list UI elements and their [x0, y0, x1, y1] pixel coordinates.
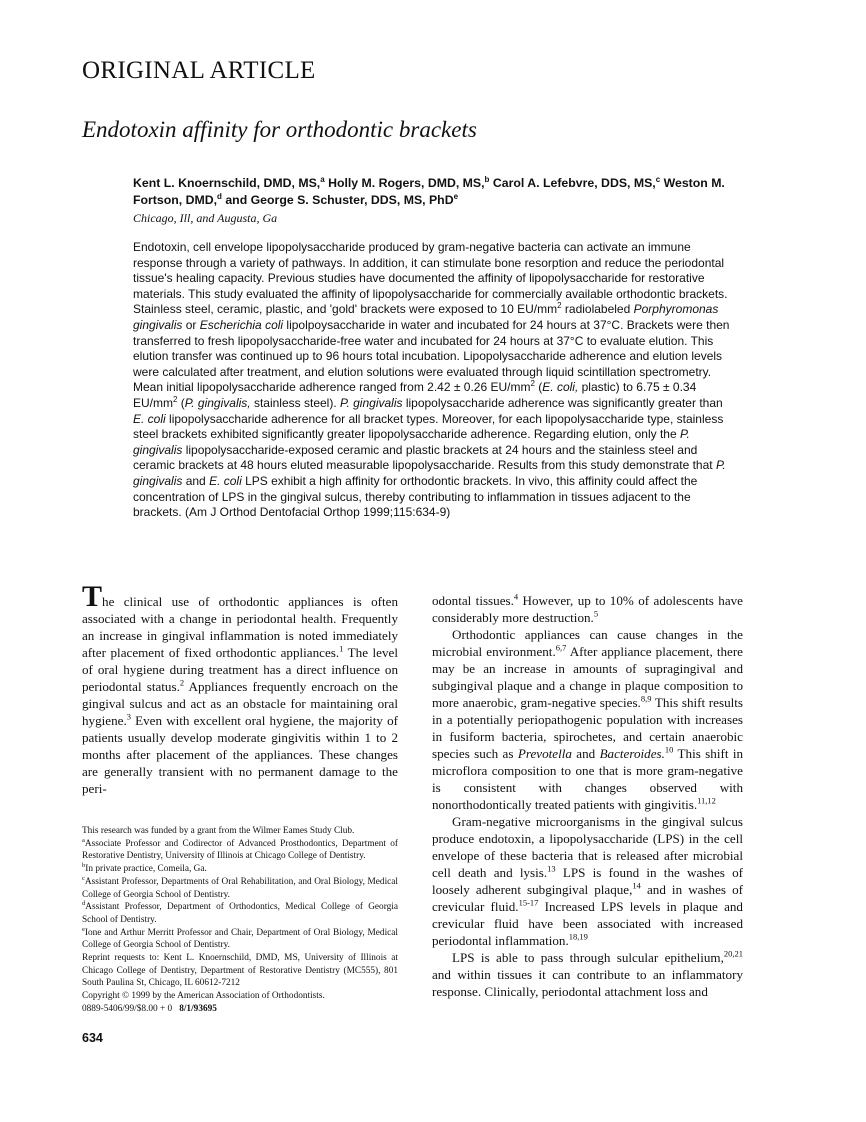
abstract-text: Endotoxin, cell envelope lipopolysaccharide produced by gram-negative bacteria can activate an immune response through a variety of pathways. In addition, it can stimulate bone resorption and reduce the periodontal tissue's healing capacity. Previous studies have documented the affinity of lipopolysaccharide for restorative materials. This study evaluated the affinity of lipopolysaccharide for commercially available orthodontic brackets. Stainless steel, ceramic, plastic, and 'gold' brackets were exposed to 10 EU/mm — [133, 240, 728, 317]
affiliation-mark: b — [484, 174, 490, 184]
abstract-text: ( — [177, 395, 185, 410]
affiliation-mark: e — [82, 925, 85, 933]
species-name: P. gingivalis — [133, 458, 726, 488]
species-name: Escherichia coli — [199, 317, 284, 332]
body-right-column — [432, 592, 743, 1000]
affiliation-note — [82, 863, 398, 876]
species-name: P. gingivalis — [133, 427, 690, 457]
body-text: Increased LPS levels in plaque and crevicular fluid have been associated with increased periodontal inflammation. — [432, 899, 743, 948]
author: Holly M. Rogers, DMD, MS, — [328, 176, 485, 190]
abstract-text: radiolabeled — [561, 302, 634, 317]
author: Carol A. Lefebvre, DDS, MS, — [492, 176, 656, 190]
article-title: Endotoxin affinity for orthodontic brackets — [82, 117, 477, 142]
affiliation-mark: b — [82, 862, 86, 870]
body-text: he clinical use of orthodontic appliances is often associated with a change in periodontal health. Frequently an increase in gingival inflammation is noted immediately after placement of fixed orthodontic appliances. — [82, 594, 398, 660]
author: and George S. Schuster, DDS, MS, PhD — [225, 193, 454, 207]
article-code — [82, 1003, 398, 1016]
author-location: Chicago, Ill, and Augusta, Ga — [133, 211, 278, 225]
issn-code: 0889-5406/99/$8.00 + 0 — [82, 1003, 173, 1014]
citation: 3 — [126, 711, 131, 722]
citation: 13 — [547, 863, 556, 874]
body-paragraph — [432, 592, 743, 626]
body-text: This shift in microflora composition to one that is more gram-negative is consistent with changes observed with nonorthodontically treated patients with gingivitis. — [432, 746, 744, 812]
abstract-text: lipopolysaccharide-exposed ceramic and plastic brackets at 24 hours and the stainless steel and ceramic brackets at 48 hours eluted measurable lipopolysaccharide. Results from this study demonstrate that — [133, 442, 716, 473]
body-text: The level of oral hygiene during treatment has a direct influence on periodontal status. — [82, 645, 398, 694]
affiliation-text: Assistant Professor, Departments of Oral Rehabilitation, and Oral Biology, Medical College of Georgia School of Dentistry. — [82, 876, 398, 900]
affiliation-text: In private practice, Comeila, Ga. — [85, 864, 207, 875]
page-number: 634 — [82, 1031, 103, 1045]
species-name: E. coli — [209, 473, 242, 488]
drop-cap: T — [82, 580, 103, 613]
citation: 20,21 — [723, 948, 743, 959]
species-name: E. coli, — [542, 380, 579, 395]
affiliation-note — [82, 876, 398, 901]
affiliation-mark: d — [82, 900, 86, 908]
affiliation-mark: a — [82, 836, 85, 844]
abstract-text: lipolpoysaccharide in water and incubated for 24 hours at 37°C. Brackets were then transferred to fresh lipopolysaccharide-free water and incubated for 24 hours at 37°C to evaluate elution. This elution transfer was continued up to 96 hours total incubation. Lipopolysaccharide adherence and elution levels were calculated after treatment, and elution solutions were evaluated through liquid scintillation spectrometry. Mean initial lipopolysaccharide adherence ranged from 2.42 ± 0.26 EU/mm — [133, 317, 730, 395]
abstract-text: and — [182, 473, 210, 488]
body-text: LPS is able to pass through sulcular epithelium, — [452, 950, 724, 965]
affiliation-text: Ione and Arthur Merritt Professor and Chair, Department of Oral Biology, Medical College of Georgia School of Dentistry. — [82, 927, 398, 951]
footnotes — [82, 825, 398, 1016]
genus-name: Bacteroides. — [599, 746, 665, 761]
body-text: and — [571, 746, 600, 761]
superscript: 2 — [530, 379, 535, 389]
body-text: After appliance placement, there may be an increase in amounts of supragingival and subgingival plaque and a change in plaque composition to more anaerobic, gram-negative species. — [432, 644, 743, 710]
abstract-text: LPS exhibit a high affinity for orthodontic brackets. In vivo, this affinity could affect the concentration of LPS in the gingival sulcus, thereby contributing to inflammation in tissues adjacent to the brackets. (Am J Orthod Dentofacial Orthop 1999;115:634-9) — [133, 473, 698, 520]
affiliation-mark: a — [320, 174, 325, 184]
author: Kent L. Knoernschild, DMD, MS, — [133, 176, 321, 190]
reprint-request: Reprint requests to: Kent L. Knoernschild, DMD, MS, University of Illinois at Chicago College of Dentistry, Department of Restorative Dentistry (MC555), 801 South Paulina St, Chicago, IL 60612-7212 — [82, 953, 398, 989]
doc-code: 8/1/93695 — [179, 1003, 217, 1014]
body-text: Appliances frequently encroach on the gingival sulcus and act as an obstacle for maintaining oral hygiene. — [82, 679, 398, 728]
author: Weston M. Fortson, DMD, — [133, 176, 725, 207]
superscript: 2 — [173, 394, 178, 404]
citation: 15-17 — [518, 897, 539, 908]
body-text: Orthodontic appliances can cause changes in the microbial environment. — [432, 627, 743, 659]
citation: 6,7 — [555, 642, 567, 653]
species-name: Porphyromonas gingivalis — [133, 302, 719, 332]
citation: 14 — [632, 880, 641, 891]
funding-note: This research was funded by a grant from the Wilmer Eames Study Club. — [82, 826, 355, 836]
body-paragraph — [432, 949, 743, 1000]
author-list — [133, 175, 743, 209]
superscript: 2 — [557, 301, 562, 311]
body-text: However, up to 10% of adolescents have considerably more destruction. — [432, 593, 743, 625]
abstract — [133, 240, 733, 521]
citation: 2 — [179, 677, 185, 688]
citation: 10 — [664, 744, 674, 755]
citation: 4 — [513, 591, 519, 602]
affiliation-mark: e — [453, 191, 459, 201]
article-type: ORIGINAL ARTICLE — [82, 57, 316, 84]
abstract-text: plastic) to 6.75 ± 0.34 EU/mm — [133, 380, 697, 410]
body-paragraph — [432, 626, 743, 813]
body-text: Even with excellent oral hygiene, the majority of patients usually develop moderate gingivitis within 1 to 2 months after placement of the appliances. These changes are generally transient with no permanent damage to the peri- — [82, 713, 398, 796]
species-name: E. coli — [133, 411, 166, 426]
affiliation-mark: c — [82, 874, 85, 882]
body-text: and in washes of crevicular fluid. — [432, 882, 743, 914]
affiliation-note — [82, 901, 398, 926]
body-paragraph — [432, 813, 743, 949]
citation: 11,12 — [697, 795, 716, 806]
body-text: This shift results in a potentially periopathogenic population with increases in fusiform bacteria, spirochetes, and certain anaerobic species such as — [432, 695, 743, 761]
abstract-text: lipopolysaccharide adherence for all bracket types. Moreover, for each lipopolysaccharide type, stainless steel brackets exhibited significantly greater lipopolysaccharide adherence. Regarding elution, only the — [133, 411, 724, 442]
citation: 18,19 — [568, 931, 588, 942]
citation: 1 — [339, 643, 344, 654]
abstract-text: ( — [534, 380, 543, 395]
genus-name: Prevotella — [517, 746, 572, 761]
abstract-text: lipopolysaccharide adherence was significantly greater than — [402, 395, 723, 410]
body-text: Gram-negative microorganisms in the gingival sulcus produce endotoxin, a lipopolysaccharide (LPS) in the cell envelope of these bacteria that is released after microbial cell death and lysis. — [432, 814, 743, 880]
abstract-text: or — [182, 317, 200, 332]
copyright-notice: Copyright © 1999 by the American Association of Orthodontists. — [82, 991, 325, 1002]
body-left-column — [82, 580, 398, 797]
species-name: P. gingivalis, — [184, 395, 251, 410]
body-text: and within tissues it can contribute to an inflammatory response. Clinically, periodontal attachment loss and — [432, 967, 743, 999]
citation: 8,9 — [640, 693, 652, 704]
species-name: P. gingivalis — [340, 395, 403, 410]
affiliation-note — [82, 927, 398, 952]
affiliation-mark: c — [655, 174, 661, 184]
affiliation-text: Assistant Professor, Department of Orthodontics, Medical College of Georgia School of Dentistry. — [82, 902, 398, 925]
body-text: odontal tissues. — [432, 593, 514, 608]
affiliation-text: Associate Professor and Codirector of Advanced Prosthodontics, Department of Restorative Dentistry, University of Illinois at Chicago College of Dentistry. — [82, 838, 398, 862]
citation: 5 — [593, 608, 599, 619]
affiliation-mark: d — [217, 191, 222, 201]
abstract-text: stainless steel). — [250, 395, 340, 410]
affiliation-note — [82, 838, 398, 863]
body-paragraph — [82, 580, 398, 797]
body-text: LPS is found in the washes of loosely adherent subgingival plaque, — [432, 865, 743, 897]
